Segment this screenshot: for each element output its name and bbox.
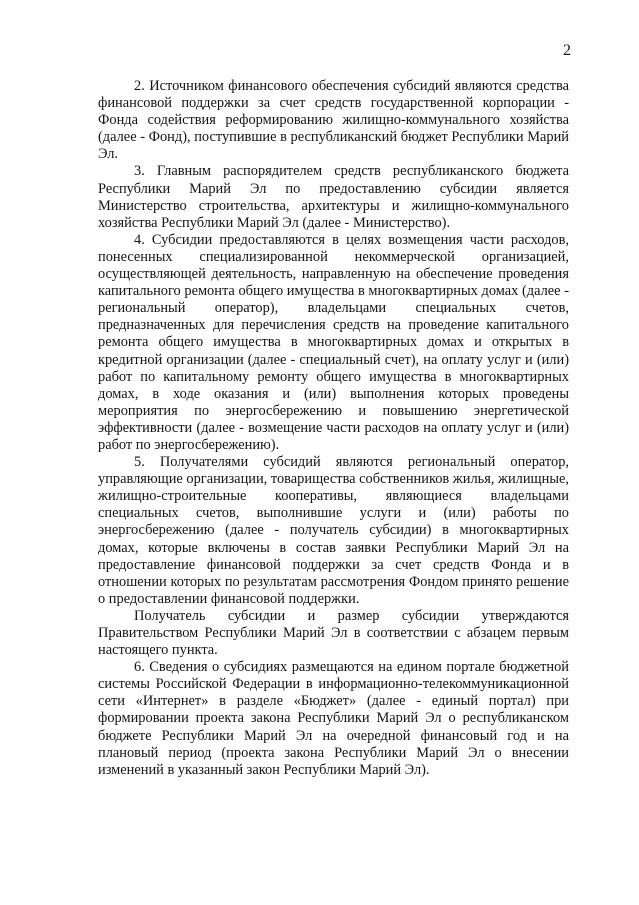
document-body [98, 78, 569, 779]
paragraph-funding-source: 2. Источником финансового обеспечения субсидий являются средства финансовой поддержки за счет средств государственной корпорации - Фонда содействия реформированию жилищно-коммунального хозяйства (далее - Фонд), поступившие в республиканский бюджет Республики Марий Эл. [98, 78, 569, 163]
paragraph-portal-info: 6. Сведения о субсидиях размещаются на едином портале бюджетной системы Российской Федерации в информационно-телекоммуникационной сети «Интернет» в разделе «Бюджет» (далее - единый портал) при формировании проекта закона Республики Марий Эл о республиканском бюджете Республики Марий Эл на очередной финансовый год и на плановый период (проекта закона Республики Марий Эл о внесении изменений в указанный закон Республики Марий Эл). [98, 659, 569, 778]
page-number: 2 [563, 42, 571, 59]
paragraph-approval: Получатель субсидии и размер субсидии утверждаются Правительством Республики Марий Эл в соответствии с абзацем первым настоящего пункта. [98, 607, 569, 659]
paragraph-subsidy-purpose: 4. Субсидии предоставляются в целях возмещения части расходов, понесенных специализированной некоммерческой организацией, осуществляющей деятельность, направленную на обеспечение проведения капитального ремонта общего имущества в многоквартирных домах (далее - региональный оператор), владельцами специальных счетов, предназначенных для перечисления средств на проведение капитального ремонта общего имущества в многоквартирных домах и открытых в кредитной организации (далее - специальный счет), на оплату услуг и (или) работ по капитальному ремонту общего имущества в многоквартирных домах, в ходе оказания и (или) выполнения которых проведены мероприятия по энергосбережению и повышению энергетической эффективности (далее - возмещение части расходов на оплату услуг и (или) работ по энергосбережению). [98, 231, 569, 453]
paragraph-main-administrator: 3. Главным распорядителем средств республиканского бюджета Республики Марий Эл по предоставлению субсидии является Министерство строительства, архитектуры и жилищно-коммунального хозяйства Республики Марий Эл (далее - Министерство). [98, 163, 569, 231]
paragraph-recipients: 5. Получателями субсидий являются региональный оператор, управляющие организации, товарищества собственников жилья, жилищные, жилищно-строительные кооперативы, являющиеся владельцами специальных счетов, выполнившие услуги и (или) работы по энергосбережению (далее - получатель субсидии) в многоквартирных домах, которые включены в состав заявки Республики Марий Эл на предоставление финансовой поддержки за счет средств Фонда и в отношении которых по результатам рассмотрения Фондом принято решение о предоставлении финансовой поддержки. [98, 454, 569, 607]
